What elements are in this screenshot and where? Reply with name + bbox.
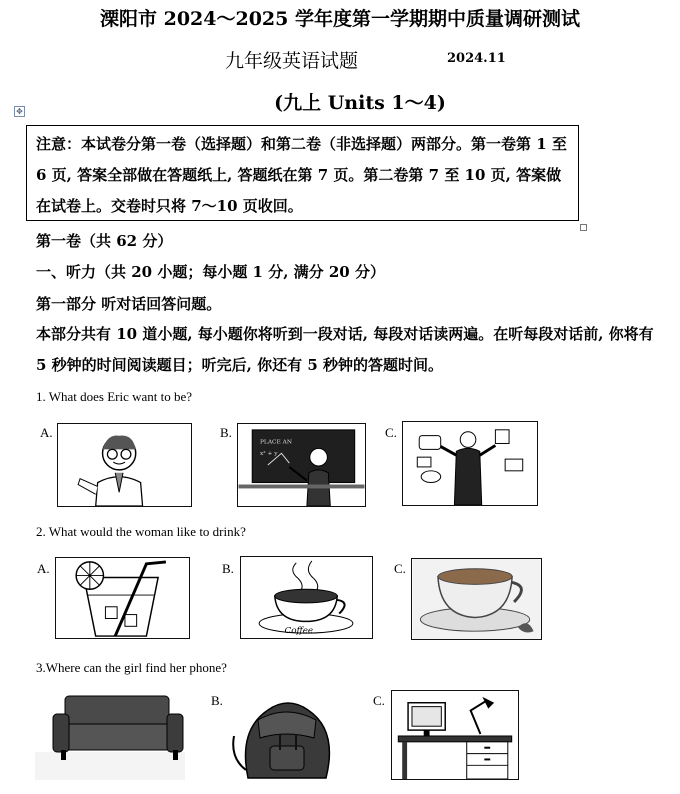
q1-option-a-label: A.	[40, 425, 53, 440]
instruction-line-2: 5 秒钟的时间阅读题目；听完后, 你还有 5 秒钟的答题时间。	[36, 356, 443, 374]
tea-cup-illustration[interactable]	[411, 558, 542, 640]
notice-box: 注意：本试卷分第一卷（选择题）和第二卷（非选择题）两部分。第一卷第 1 至 6 页, 答案全部做在答题纸上, 答题纸在第 7 页。第二卷第 7 至 10 页, 答案做在试卷上。交卷时只将 7～10 页收回。	[26, 125, 579, 221]
businessman-with-devices-illustration[interactable]	[402, 421, 538, 506]
sofa-illustration[interactable]	[35, 690, 185, 780]
svg-text:PLACE AN: PLACE AN	[260, 439, 292, 446]
exam-title: 溧阳市 2024～2025 学年度第一学期期中质量调研测试	[100, 8, 580, 30]
part-heading: 第一部分 听对话回答问题。	[36, 295, 222, 313]
computer-desk-illustration[interactable]	[391, 690, 519, 780]
instruction-line-1: 本部分共有 10 道小题, 每小题你将听到一段对话, 每段对话读两遍。在听每段对话前, 你将有	[36, 325, 654, 343]
teacher-at-blackboard-illustration[interactable]	[237, 423, 366, 507]
q1-option-b-label: B.	[220, 425, 232, 440]
exam-units: (九上 Units 1～4)	[274, 92, 446, 114]
q1-option-c-label: C.	[385, 425, 397, 440]
question-1: 1. What does Eric want to be?	[36, 389, 193, 404]
exam-subtitle: 九年级英语试题	[225, 50, 359, 72]
coffee-cup-illustration[interactable]	[240, 556, 373, 639]
exam-date: 2024.11	[447, 51, 506, 66]
listening-heading: 一、听力（共 20 小题；每小题 1 分, 满分 20 分）	[36, 263, 385, 281]
table-resize-handle-icon[interactable]	[580, 224, 587, 231]
volume-heading: 第一卷（共 62 分）	[36, 232, 173, 250]
q2-option-c-label: C.	[394, 561, 406, 576]
backpack-illustration[interactable]	[228, 690, 346, 780]
q3-option-b-label: B.	[211, 693, 223, 708]
q3-option-c-label: C.	[373, 693, 385, 708]
q2-option-b-label: B.	[222, 561, 234, 576]
table-move-handle-icon[interactable]: ✥	[14, 106, 25, 117]
doctor-illustration[interactable]	[57, 423, 192, 507]
lemonade-glass-illustration[interactable]	[55, 557, 190, 639]
svg-text:Coffee: Coffee	[284, 626, 314, 637]
svg-text:x² + y: x² + y	[260, 451, 278, 458]
question-3: 3.Where can the girl find her phone?	[36, 660, 227, 675]
q2-option-a-label: A.	[37, 561, 50, 576]
question-2: 2. What would the woman like to drink?	[36, 524, 246, 539]
